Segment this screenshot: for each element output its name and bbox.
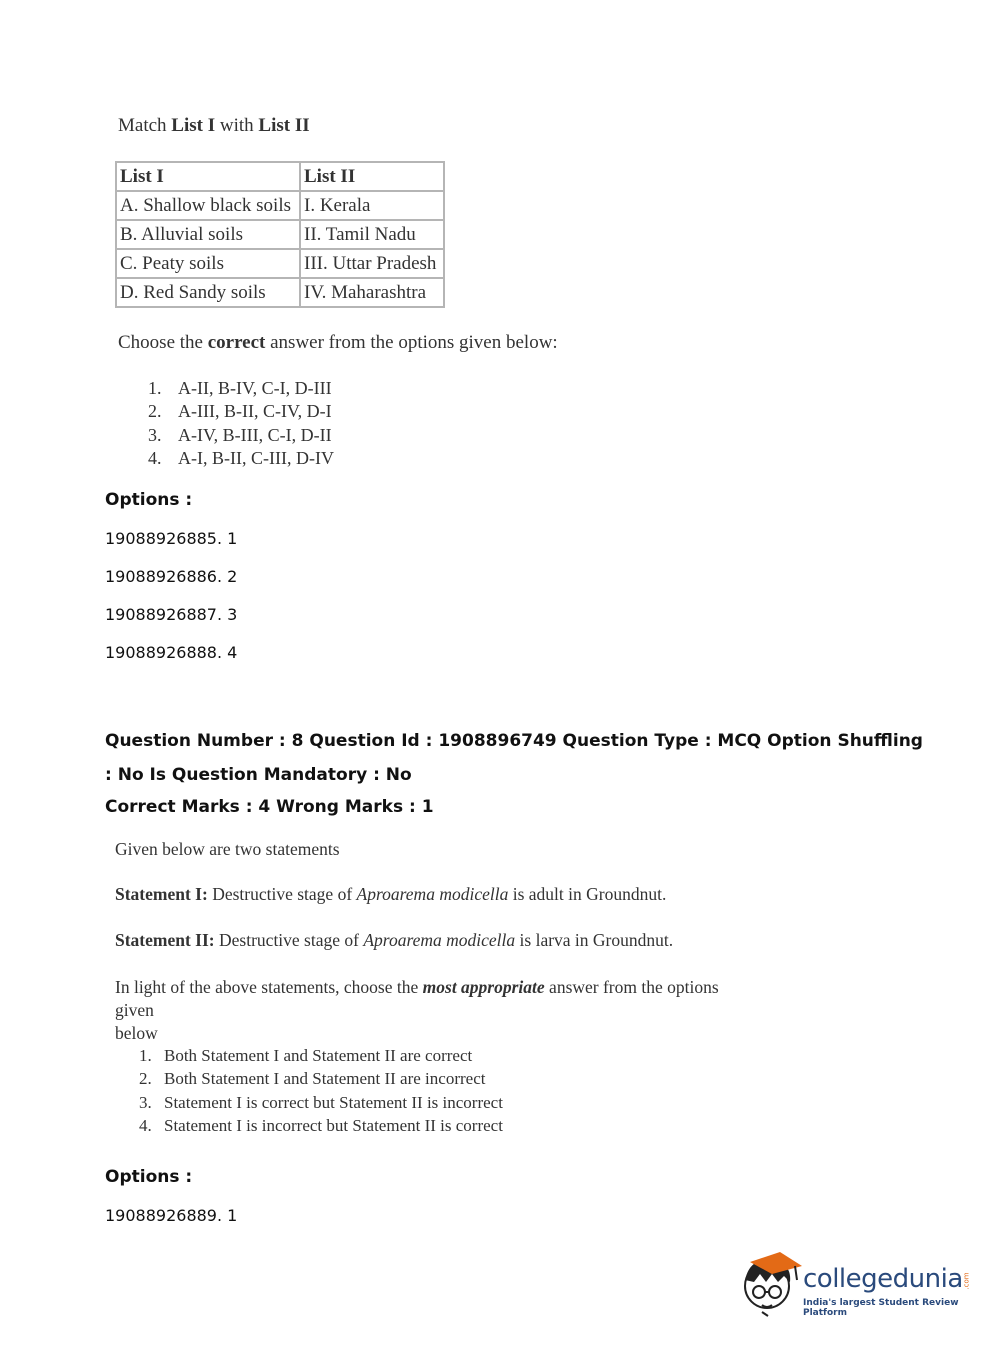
question-marks: Correct Marks : 4 Wrong Marks : 1 [105, 797, 434, 817]
option-item: 19088926886. 2 [105, 567, 238, 586]
table-row [116, 191, 444, 220]
list-item: 2. Both Statement I and Statement II are incorrect [139, 1069, 486, 1089]
table-row [116, 278, 444, 307]
brand-suffix: .com [962, 1272, 971, 1290]
table-header-row [116, 162, 444, 191]
list-item: 4. Statement I is incorrect but Statement II is correct [139, 1115, 503, 1135]
table-cell: A. Shallow black soils [116, 191, 300, 220]
list-item: 3. A-IV, B-III, C-I, D-II [148, 424, 332, 445]
table-cell: B. Alluvial soils [116, 220, 300, 249]
answer-choices [148, 377, 334, 470]
option-item: 19088926888. 4 [105, 643, 238, 662]
list-item: 3. Statement I is correct but Statement II is incorrect [139, 1092, 503, 1112]
brand-tagline: India's largest Student Review Platform [803, 1298, 959, 1318]
statement-2: Statement II: Destructive stage of Aproarema modicella is larva in Groundnut. [115, 930, 674, 950]
question-meta: Question Number : 8 Question Id : 1908896749 Question Type : MCQ Option Shuffling : No Is Question Mandatory : No [105, 731, 923, 785]
match-table [115, 161, 445, 308]
brand-name: collegedunia [803, 1264, 963, 1294]
table-cell: IV. Maharashtra [300, 278, 444, 307]
table-header-cell: List I [116, 162, 300, 191]
list-item: 1. Both Statement I and Statement II are correct [139, 1046, 473, 1065]
instruction-text: In light of the above statements, choose the most appropriate answer from the options given below [115, 977, 719, 1043]
option-item: 19088926885. 1 [105, 529, 238, 548]
options-heading: Options : [105, 490, 193, 510]
answer-choices [139, 1044, 503, 1137]
table-cell: C. Peaty soils [116, 249, 300, 278]
table-cell: D. Red Sandy soils [116, 278, 300, 307]
table-header-cell: List II [300, 162, 444, 191]
option-item: 19088926887. 3 [105, 605, 238, 624]
options-heading: Options : [105, 1167, 193, 1187]
table-cell: I. Kerala [300, 191, 444, 220]
table-row [116, 220, 444, 249]
table-cell: III. Uttar Pradesh [300, 249, 444, 278]
list-item: 1. A-II, B-IV, C-I, D-III [148, 378, 332, 398]
table-row [116, 249, 444, 278]
option-item: 19088926889. 1 [105, 1206, 238, 1225]
question-intro: Match List I with List II [118, 115, 310, 136]
statement-1: Statement I: Destructive stage of Aproarema modicella is adult in Groundnut. [115, 884, 667, 904]
list-item: 2. A-III, B-II, C-IV, D-I [148, 401, 332, 422]
statements-intro: Given below are two statements [115, 839, 340, 859]
table-cell: II. Tamil Nadu [300, 220, 444, 249]
list-item: 4. A-I, B-II, C-III, D-IV [148, 447, 334, 468]
choose-instruction: Choose the correct answer from the options given below: [118, 332, 558, 353]
